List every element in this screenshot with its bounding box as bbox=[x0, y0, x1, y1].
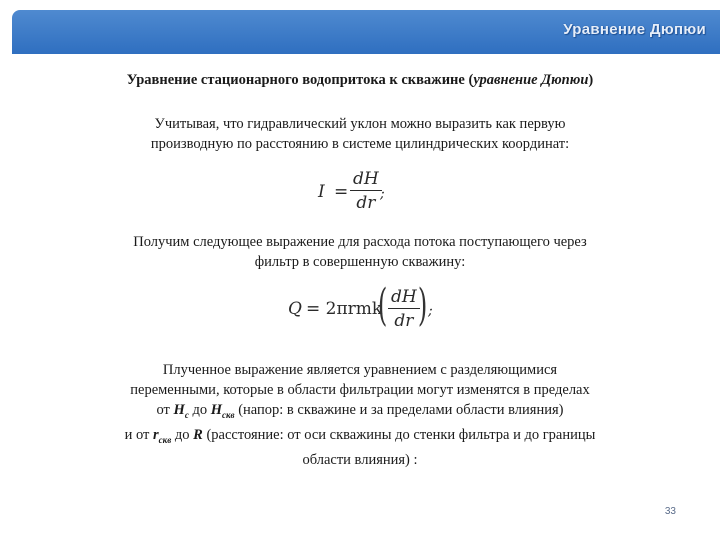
var-R: R bbox=[193, 426, 203, 443]
formula-1-fraction bbox=[350, 168, 382, 215]
line3-c: (напор: в скважине и за пределами области влияния) bbox=[234, 402, 564, 418]
line3-a: от bbox=[156, 402, 174, 418]
var-r: r bbox=[153, 426, 159, 443]
line4-b: до bbox=[171, 426, 194, 443]
paragraph-3 bbox=[60, 360, 660, 470]
formula-2-coefficient: = 2πrmk bbox=[306, 299, 383, 319]
var-H: H bbox=[173, 402, 185, 418]
header-title: Уравнение Дюпюи bbox=[563, 21, 706, 38]
paragraph-2-line-1: Получим следующее выражение для расхода потока поступающего через bbox=[133, 234, 587, 250]
title-end: ) bbox=[588, 72, 594, 88]
formula-2-semicolon: ; bbox=[428, 303, 433, 319]
slide-title bbox=[0, 72, 720, 89]
formula-2-fraction bbox=[388, 286, 420, 333]
formula-1-semicolon: ; bbox=[380, 186, 385, 202]
formula-2-right-paren: ) bbox=[417, 280, 428, 331]
paragraph-1 bbox=[70, 114, 650, 154]
line4-a: и от bbox=[124, 426, 154, 443]
formula-1-equals: = bbox=[334, 182, 349, 202]
formula-1-lhs: I bbox=[318, 182, 325, 202]
formula-1-numerator: dH bbox=[350, 168, 382, 191]
formula-2-left-paren: ( bbox=[377, 280, 388, 331]
formula-2-denominator: dr bbox=[394, 311, 414, 331]
line4-c: (расстояние: от оси скважины до стенки фильтра и до границы bbox=[202, 426, 596, 443]
formula-2-lhs: Q bbox=[288, 299, 302, 319]
paragraph-3-line-4 bbox=[60, 425, 660, 450]
paragraph-2 bbox=[70, 232, 650, 272]
paragraph-3-line-3 bbox=[60, 400, 660, 425]
header-bar bbox=[12, 10, 720, 54]
title-main: Уравнение стационарного водопритока к скважине ( bbox=[126, 72, 474, 88]
formula-2-numerator: dH bbox=[388, 286, 420, 309]
var-H2-sub: скв bbox=[221, 409, 235, 420]
slide-number: 33 bbox=[664, 506, 676, 517]
paragraph-3-line-1: Плученное выражение является уравнением с разделяющимися bbox=[162, 362, 558, 378]
paragraph-2-line-2: фильтр в совершенную скважину: bbox=[254, 254, 466, 270]
paragraph-3-line-2: переменными, которые в области фильтрации могут изменятся в пределах bbox=[130, 382, 590, 398]
title-italic: уравнение Дюпюи bbox=[473, 72, 589, 88]
var-r-sub: скв bbox=[158, 434, 172, 445]
paragraph-3-line-5: области влияния) : bbox=[302, 451, 418, 468]
paragraph-1-line-1: Учитывая, что гидравлический уклон можно выразить как первую bbox=[154, 116, 566, 132]
formula-1-denominator: dr bbox=[356, 193, 376, 213]
var-H-sub: c bbox=[184, 409, 189, 420]
line3-b: до bbox=[188, 402, 211, 418]
var-H2: H bbox=[210, 402, 222, 418]
paragraph-1-line-2: производную по расстоянию в системе цилиндрических координат: bbox=[150, 136, 570, 152]
